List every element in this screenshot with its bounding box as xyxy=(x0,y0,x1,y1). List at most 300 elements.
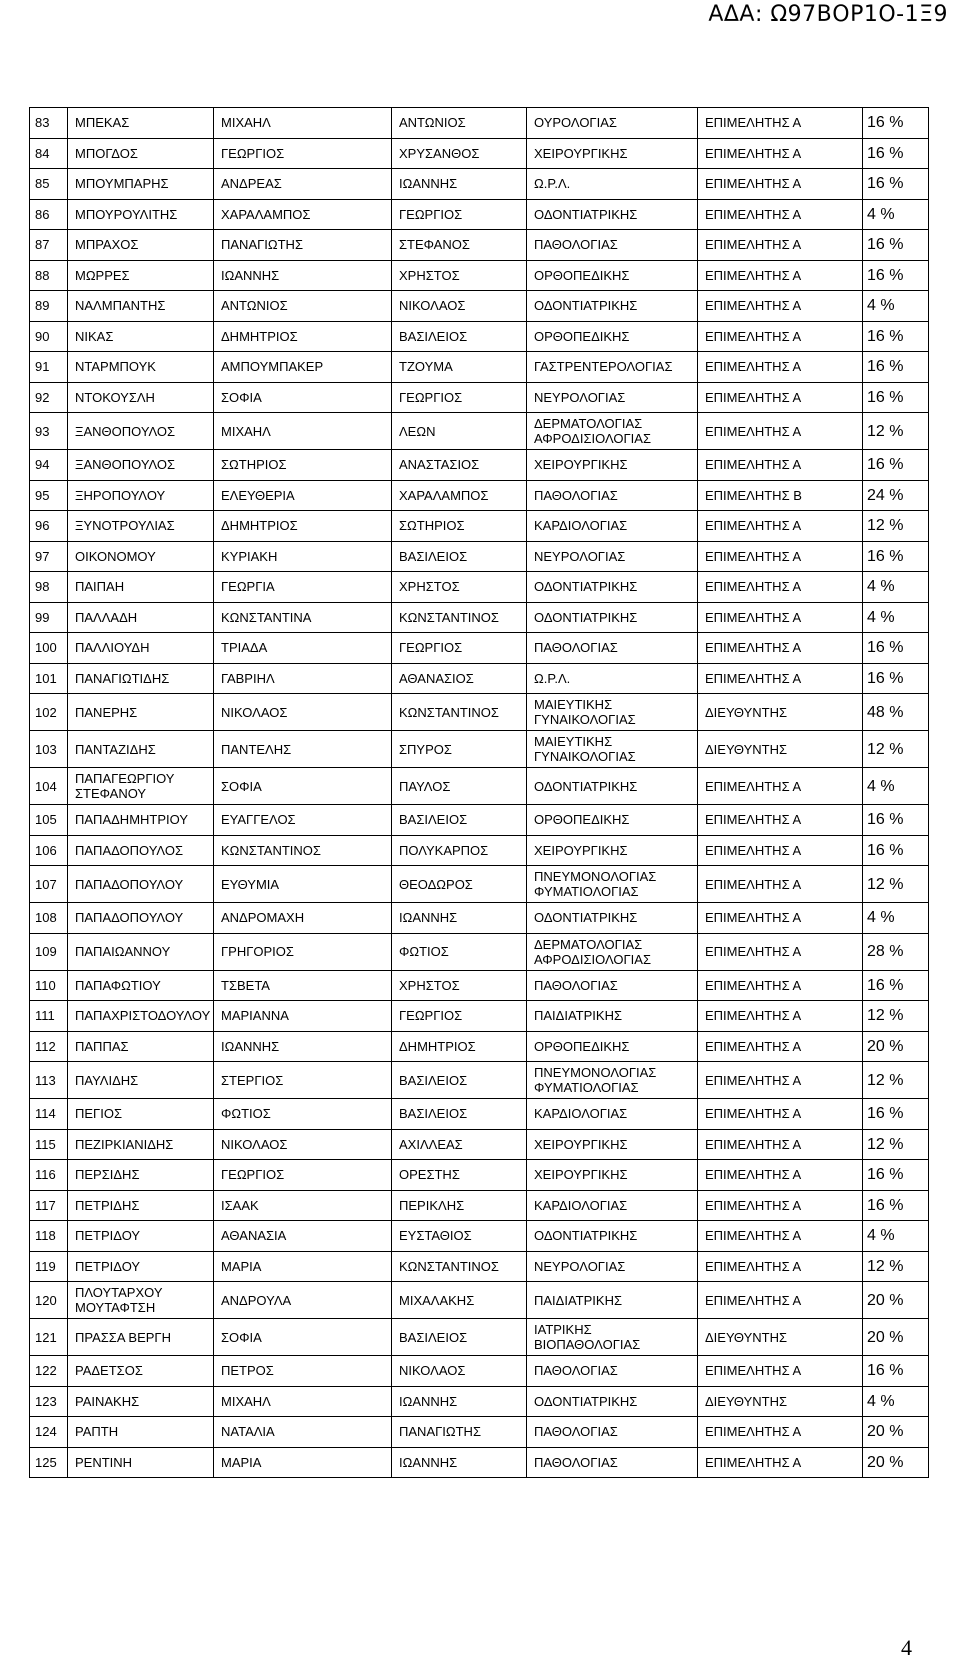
surname-cell: ΠΑΝΑΓΙΩΤΙΔΗΣ xyxy=(68,663,214,694)
specialty-cell: ΟΥΡΟΛΟΓΙΑΣ xyxy=(527,108,698,139)
rank-cell: ΕΠΙΜΕΛΗΤΗΣ Α xyxy=(698,970,863,1001)
percentage-cell: 4 % xyxy=(863,602,929,633)
specialty-cell: ΠΑΙΔΙΑΤΡΙΚΗΣ xyxy=(527,1282,698,1319)
first-name-cell: ΓΕΩΡΓΙΟΣ xyxy=(214,1160,392,1191)
father-name-cell: ΙΩΑΝΝΗΣ xyxy=(392,1386,527,1417)
surname-cell: ΞΑΝΘΟΠΟΥΛΟΣ xyxy=(68,450,214,481)
first-name-cell: ΙΩΑΝΝΗΣ xyxy=(214,260,392,291)
rank-cell: ΕΠΙΜΕΛΗΤΗΣ Α xyxy=(698,291,863,322)
first-name-cell: ΙΣΑΑΚ xyxy=(214,1190,392,1221)
table-row xyxy=(30,572,929,603)
rank-cell: ΕΠΙΜΕΛΗΤΗΣ Α xyxy=(698,1190,863,1221)
father-name-cell: ΧΡΥΣΑΝΘΟΣ xyxy=(392,138,527,169)
rank-cell: ΕΠΙΜΕΛΗΤΗΣ Α xyxy=(698,450,863,481)
rank-cell: ΕΠΙΜΕΛΗΤΗΣ Α xyxy=(698,572,863,603)
percentage-cell: 48 % xyxy=(863,694,929,731)
percentage-cell: 4 % xyxy=(863,1221,929,1252)
specialty-cell: ΙΑΤΡΙΚΗΣ ΒΙΟΠΑΘΟΛΟΓΙΑΣ xyxy=(527,1319,698,1356)
percentage-cell: 16 % xyxy=(863,970,929,1001)
row-number: 105 xyxy=(30,805,68,836)
father-name-cell: ΚΩΝΣΤΑΝΤΙΝΟΣ xyxy=(392,1251,527,1282)
father-name-cell: ΧΑΡΑΛΑΜΠΟΣ xyxy=(392,480,527,511)
surname-cell: ΝΑΛΜΠΑΝΤΗΣ xyxy=(68,291,214,322)
father-name-cell: ΠΑΥΛΟΣ xyxy=(392,768,527,805)
surname-cell: ΠΑΠΑΔΗΜΗΤΡΙΟΥ xyxy=(68,805,214,836)
percentage-cell: 20 % xyxy=(863,1031,929,1062)
specialty-cell: ΧΕΙΡΟΥΡΓΙΚΗΣ xyxy=(527,450,698,481)
specialty-cell: ΟΔΟΝΤΙΑΤΡΙΚΗΣ xyxy=(527,768,698,805)
specialty-cell: ΟΔΟΝΤΙΑΤΡΙΚΗΣ xyxy=(527,602,698,633)
row-number: 104 xyxy=(30,768,68,805)
first-name-cell: ΕΥΘΥΜΙΑ xyxy=(214,866,392,903)
first-name-cell: ΓΕΩΡΓΙΑ xyxy=(214,572,392,603)
rank-cell: ΕΠΙΜΕΛΗΤΗΣ Α xyxy=(698,768,863,805)
row-number: 113 xyxy=(30,1062,68,1099)
surname-cell: ΟΙΚΟΝΟΜΟΥ xyxy=(68,541,214,572)
specialty-cell: ΔΕΡΜΑΤΟΛΟΓΙΑΣ ΑΦΡΟΔΙΣΙΟΛΟΓΙΑΣ xyxy=(527,933,698,970)
surname-cell: ΝΙΚΑΣ xyxy=(68,321,214,352)
specialty-cell: ΟΔΟΝΤΙΑΤΡΙΚΗΣ xyxy=(527,572,698,603)
table-row xyxy=(30,382,929,413)
surname-cell: ΠΑΥΛΙΔΗΣ xyxy=(68,1062,214,1099)
table-row xyxy=(30,1356,929,1387)
specialty-cell: ΧΕΙΡΟΥΡΓΙΚΗΣ xyxy=(527,835,698,866)
specialty-cell: ΟΔΟΝΤΙΑΤΡΙΚΗΣ xyxy=(527,1221,698,1252)
rank-cell: ΕΠΙΜΕΛΗΤΗΣ Α xyxy=(698,382,863,413)
specialty-cell: Ω.Ρ.Λ. xyxy=(527,169,698,200)
percentage-cell: 20 % xyxy=(863,1447,929,1478)
table-row xyxy=(30,260,929,291)
row-number: 95 xyxy=(30,480,68,511)
surname-cell: ΡΑΔΕΤΣΟΣ xyxy=(68,1356,214,1387)
father-name-cell: ΑΘΑΝΑΣΙΟΣ xyxy=(392,663,527,694)
first-name-cell: ΝΙΚΟΛΑΟΣ xyxy=(214,694,392,731)
first-name-cell: ΑΜΠΟΥΜΠΑΚΕΡ xyxy=(214,352,392,383)
father-name-cell: ΝΙΚΟΛΑΟΣ xyxy=(392,1356,527,1387)
row-number: 103 xyxy=(30,731,68,768)
specialty-cell: ΠΝΕΥΜΟΝΟΛΟΓΙΑΣ ΦΥΜΑΤΙΟΛΟΓΙΑΣ xyxy=(527,866,698,903)
father-name-cell: ΤΖΟΥΜΑ xyxy=(392,352,527,383)
row-number: 122 xyxy=(30,1356,68,1387)
specialty-cell: ΠΑΘΟΛΟΓΙΑΣ xyxy=(527,970,698,1001)
percentage-cell: 20 % xyxy=(863,1319,929,1356)
specialty-cell: ΟΔΟΝΤΙΑΤΡΙΚΗΣ xyxy=(527,291,698,322)
staff-table xyxy=(29,107,929,1478)
first-name-cell: ΓΡΗΓΟΡΙΟΣ xyxy=(214,933,392,970)
table-row xyxy=(30,1031,929,1062)
surname-cell: ΜΠΕΚΑΣ xyxy=(68,108,214,139)
percentage-cell: 4 % xyxy=(863,572,929,603)
surname-cell: ΞΑΝΘΟΠΟΥΛΟΣ xyxy=(68,413,214,450)
specialty-cell: ΧΕΙΡΟΥΡΓΙΚΗΣ xyxy=(527,1160,698,1191)
surname-cell: ΡΑΠΤΗ xyxy=(68,1417,214,1448)
surname-cell: ΠΑΛΛΑΔΗ xyxy=(68,602,214,633)
specialty-cell: ΔΕΡΜΑΤΟΛΟΓΙΑΣ ΑΦΡΟΔΙΣΙΟΛΟΓΙΑΣ xyxy=(527,413,698,450)
rank-cell: ΕΠΙΜΕΛΗΤΗΣ Α xyxy=(698,835,863,866)
specialty-cell: ΝΕΥΡΟΛΟΓΙΑΣ xyxy=(527,541,698,572)
specialty-cell: ΠΝΕΥΜΟΝΟΛΟΓΙΑΣ ΦΥΜΑΤΙΟΛΟΓΙΑΣ xyxy=(527,1062,698,1099)
father-name-cell: ΒΑΣΙΛΕΙΟΣ xyxy=(392,541,527,572)
rank-cell: ΕΠΙΜΕΛΗΤΗΣ Α xyxy=(698,805,863,836)
specialty-cell: ΜΑΙΕΥΤΙΚΗΣ ΓΥΝΑΙΚΟΛΟΓΙΑΣ xyxy=(527,694,698,731)
first-name-cell: ΓΕΩΡΓΙΟΣ xyxy=(214,138,392,169)
father-name-cell: ΚΩΝΣΤΑΝΤΙΝΟΣ xyxy=(392,694,527,731)
rank-cell: ΕΠΙΜΕΛΗΤΗΣ Α xyxy=(698,1251,863,1282)
father-name-cell: ΔΗΜΗΤΡΙΟΣ xyxy=(392,1031,527,1062)
row-number: 83 xyxy=(30,108,68,139)
father-name-cell: ΒΑΣΙΛΕΙΟΣ xyxy=(392,1319,527,1356)
father-name-cell: ΠΕΡΙΚΛΗΣ xyxy=(392,1190,527,1221)
percentage-cell: 16 % xyxy=(863,1099,929,1130)
father-name-cell: ΚΩΝΣΤΑΝΤΙΝΟΣ xyxy=(392,602,527,633)
father-name-cell: ΓΕΩΡΓΙΟΣ xyxy=(392,199,527,230)
rank-cell: ΕΠΙΜΕΛΗΤΗΣ Α xyxy=(698,1001,863,1032)
row-number: 85 xyxy=(30,169,68,200)
table-row xyxy=(30,1319,929,1356)
percentage-cell: 12 % xyxy=(863,1062,929,1099)
row-number: 121 xyxy=(30,1319,68,1356)
father-name-cell: ΑΝΤΩΝΙΟΣ xyxy=(392,108,527,139)
table-row xyxy=(30,933,929,970)
table-row xyxy=(30,1251,929,1282)
row-number: 102 xyxy=(30,694,68,731)
first-name-cell: ΣΟΦΙΑ xyxy=(214,382,392,413)
first-name-cell: ΑΝΤΩΝΙΟΣ xyxy=(214,291,392,322)
row-number: 99 xyxy=(30,602,68,633)
first-name-cell: ΠΕΤΡΟΣ xyxy=(214,1356,392,1387)
row-number: 124 xyxy=(30,1417,68,1448)
father-name-cell: ΓΕΩΡΓΙΟΣ xyxy=(392,1001,527,1032)
rank-cell: ΕΠΙΜΕΛΗΤΗΣ Α xyxy=(698,352,863,383)
row-number: 97 xyxy=(30,541,68,572)
percentage-cell: 16 % xyxy=(863,230,929,261)
row-number: 106 xyxy=(30,835,68,866)
first-name-cell: ΜΙΧΑΗΛ xyxy=(214,413,392,450)
percentage-cell: 16 % xyxy=(863,321,929,352)
row-number: 116 xyxy=(30,1160,68,1191)
surname-cell: ΡΑΙΝΑΚΗΣ xyxy=(68,1386,214,1417)
row-number: 120 xyxy=(30,1282,68,1319)
table-row xyxy=(30,450,929,481)
first-name-cell: ΕΥΑΓΓΕΛΟΣ xyxy=(214,805,392,836)
table-row xyxy=(30,1099,929,1130)
rank-cell: ΔΙΕΥΘΥΝΤΗΣ xyxy=(698,1319,863,1356)
surname-cell: ΠΑΛΛΙΟΥΔΗ xyxy=(68,633,214,664)
specialty-cell: ΠΑΘΟΛΟΓΙΑΣ xyxy=(527,633,698,664)
row-number: 125 xyxy=(30,1447,68,1478)
specialty-cell: ΟΡΘΟΠΕΔΙΚΗΣ xyxy=(527,321,698,352)
first-name-cell: ΜΑΡΙΑΝΝΑ xyxy=(214,1001,392,1032)
rank-cell: ΕΠΙΜΕΛΗΤΗΣ Α xyxy=(698,933,863,970)
first-name-cell: ΑΝΔΡΟΥΛΑ xyxy=(214,1282,392,1319)
table-row xyxy=(30,731,929,768)
father-name-cell: ΣΤΕΦΑΝΟΣ xyxy=(392,230,527,261)
row-number: 98 xyxy=(30,572,68,603)
rank-cell: ΕΠΙΜΕΛΗΤΗΣ Α xyxy=(698,108,863,139)
specialty-cell: ΠΑΘΟΛΟΓΙΑΣ xyxy=(527,230,698,261)
specialty-cell: ΟΔΟΝΤΙΑΤΡΙΚΗΣ xyxy=(527,903,698,934)
percentage-cell: 20 % xyxy=(863,1282,929,1319)
surname-cell: ΠΑΙΠΑΗ xyxy=(68,572,214,603)
father-name-cell: ΜΙΧΑΛΑΚΗΣ xyxy=(392,1282,527,1319)
rank-cell: ΔΙΕΥΘΥΝΤΗΣ xyxy=(698,1386,863,1417)
table-row xyxy=(30,1129,929,1160)
percentage-cell: 16 % xyxy=(863,805,929,836)
table-row xyxy=(30,291,929,322)
table-row xyxy=(30,903,929,934)
first-name-cell: ΠΑΝΑΓΙΩΤΗΣ xyxy=(214,230,392,261)
specialty-cell: Ω.Ρ.Λ. xyxy=(527,663,698,694)
first-name-cell: ΕΛΕΥΘΕΡΙΑ xyxy=(214,480,392,511)
percentage-cell: 12 % xyxy=(863,1251,929,1282)
table-row xyxy=(30,1221,929,1252)
surname-cell: ΠΕΤΡΙΔΗΣ xyxy=(68,1190,214,1221)
row-number: 109 xyxy=(30,933,68,970)
father-name-cell: ΧΡΗΣΤΟΣ xyxy=(392,260,527,291)
table-row xyxy=(30,1282,929,1319)
surname-cell: ΠΑΠΑΙΩΑΝΝΟΥ xyxy=(68,933,214,970)
father-name-cell: ΙΩΑΝΝΗΣ xyxy=(392,1447,527,1478)
surname-cell: ΞΗΡΟΠΟΥΛΟΥ xyxy=(68,480,214,511)
table-row xyxy=(30,1062,929,1099)
specialty-cell: ΧΕΙΡΟΥΡΓΙΚΗΣ xyxy=(527,138,698,169)
father-name-cell: ΣΠΥΡΟΣ xyxy=(392,731,527,768)
rank-cell: ΕΠΙΜΕΛΗΤΗΣ Α xyxy=(698,321,863,352)
row-number: 100 xyxy=(30,633,68,664)
table-row xyxy=(30,1386,929,1417)
father-name-cell: ΛΕΩΝ xyxy=(392,413,527,450)
rank-cell: ΕΠΙΜΕΛΗΤΗΣ Α xyxy=(698,1062,863,1099)
table-row xyxy=(30,108,929,139)
specialty-cell: ΠΑΙΔΙΑΤΡΙΚΗΣ xyxy=(527,1001,698,1032)
father-name-cell: ΑΧΙΛΛΕΑΣ xyxy=(392,1129,527,1160)
table-row xyxy=(30,866,929,903)
first-name-cell: ΧΑΡΑΛΑΜΠΟΣ xyxy=(214,199,392,230)
row-number: 111 xyxy=(30,1001,68,1032)
row-number: 87 xyxy=(30,230,68,261)
specialty-cell: ΟΔΟΝΤΙΑΤΡΙΚΗΣ xyxy=(527,199,698,230)
surname-cell: ΠΕΓΙΟΣ xyxy=(68,1099,214,1130)
row-number: 88 xyxy=(30,260,68,291)
first-name-cell: ΤΣΒΕΤΑ xyxy=(214,970,392,1001)
table-row xyxy=(30,835,929,866)
surname-cell: ΠΕΖΙΡΚΙΑΝΙΔΗΣ xyxy=(68,1129,214,1160)
percentage-cell: 28 % xyxy=(863,933,929,970)
staff-table-body xyxy=(30,108,929,1478)
rank-cell: ΕΠΙΜΕΛΗΤΗΣ Α xyxy=(698,903,863,934)
surname-cell: ΞΥΝΟΤΡΟΥΛΙΑΣ xyxy=(68,511,214,542)
surname-cell: ΡΕΝΤΙΝΗ xyxy=(68,1447,214,1478)
first-name-cell: ΔΗΜΗΤΡΙΟΣ xyxy=(214,511,392,542)
table-row xyxy=(30,1417,929,1448)
first-name-cell: ΓΑΒΡΙΗΛ xyxy=(214,663,392,694)
rank-cell: ΕΠΙΜΕΛΗΤΗΣ Α xyxy=(698,1129,863,1160)
specialty-cell: ΠΑΘΟΛΟΓΙΑΣ xyxy=(527,1447,698,1478)
rank-cell: ΔΙΕΥΘΥΝΤΗΣ xyxy=(698,731,863,768)
first-name-cell: ΜΙΧΑΗΛ xyxy=(214,1386,392,1417)
row-number: 118 xyxy=(30,1221,68,1252)
surname-cell: ΠΑΠΑΓΕΩΡΓΙΟΥ ΣΤΕΦΑΝΟΥ xyxy=(68,768,214,805)
table-row xyxy=(30,199,929,230)
surname-cell: ΜΩΡΡΕΣ xyxy=(68,260,214,291)
surname-cell: ΜΠΟΓΔΟΣ xyxy=(68,138,214,169)
table-row xyxy=(30,321,929,352)
rank-cell: ΕΠΙΜΕΛΗΤΗΣ Α xyxy=(698,1221,863,1252)
first-name-cell: ΑΝΔΡΕΑΣ xyxy=(214,169,392,200)
table-row xyxy=(30,1160,929,1191)
surname-cell: ΠΡΑΣΣΑ ΒΕΡΓΗ xyxy=(68,1319,214,1356)
rank-cell: ΕΠΙΜΕΛΗΤΗΣ Α xyxy=(698,1417,863,1448)
specialty-cell: ΚΑΡΔΙΟΛΟΓΙΑΣ xyxy=(527,1190,698,1221)
father-name-cell: ΑΝΑΣΤΑΣΙΟΣ xyxy=(392,450,527,481)
surname-cell: ΠΛΟΥΤΑΡΧΟΥ ΜΟΥΤΑΦΤΣΗ xyxy=(68,1282,214,1319)
table-row xyxy=(30,138,929,169)
percentage-cell: 16 % xyxy=(863,138,929,169)
percentage-cell: 16 % xyxy=(863,352,929,383)
first-name-cell: ΔΗΜΗΤΡΙΟΣ xyxy=(214,321,392,352)
father-name-cell: ΙΩΑΝΝΗΣ xyxy=(392,903,527,934)
percentage-cell: 16 % xyxy=(863,169,929,200)
table-row xyxy=(30,230,929,261)
percentage-cell: 12 % xyxy=(863,866,929,903)
percentage-cell: 12 % xyxy=(863,1129,929,1160)
row-number: 91 xyxy=(30,352,68,383)
percentage-cell: 12 % xyxy=(863,1001,929,1032)
rank-cell: ΕΠΙΜΕΛΗΤΗΣ Α xyxy=(698,169,863,200)
first-name-cell: ΙΩΑΝΝΗΣ xyxy=(214,1031,392,1062)
rank-cell: ΕΠΙΜΕΛΗΤΗΣ Α xyxy=(698,199,863,230)
row-number: 108 xyxy=(30,903,68,934)
father-name-cell: ΒΑΣΙΛΕΙΟΣ xyxy=(392,321,527,352)
row-number: 115 xyxy=(30,1129,68,1160)
father-name-cell: ΧΡΗΣΤΟΣ xyxy=(392,572,527,603)
first-name-cell: ΚΥΡΙΑΚΗ xyxy=(214,541,392,572)
row-number: 114 xyxy=(30,1099,68,1130)
row-number: 107 xyxy=(30,866,68,903)
first-name-cell: ΑΘΑΝΑΣΙΑ xyxy=(214,1221,392,1252)
specialty-cell: ΓΑΣΤΡΕΝΤΕΡΟΛΟΓΙΑΣ xyxy=(527,352,698,383)
father-name-cell: ΒΑΣΙΛΕΙΟΣ xyxy=(392,1099,527,1130)
surname-cell: ΠΑΝΕΡΗΣ xyxy=(68,694,214,731)
rank-cell: ΕΠΙΜΕΛΗΤΗΣ Α xyxy=(698,230,863,261)
surname-cell: ΜΠΟΥΡΟΥΛΙΤΗΣ xyxy=(68,199,214,230)
table-row xyxy=(30,663,929,694)
first-name-cell: ΜΙΧΑΗΛ xyxy=(214,108,392,139)
percentage-cell: 24 % xyxy=(863,480,929,511)
rank-cell: ΕΠΙΜΕΛΗΤΗΣ Α xyxy=(698,1031,863,1062)
rank-cell: ΕΠΙΜΕΛΗΤΗΣ Α xyxy=(698,541,863,572)
row-number: 119 xyxy=(30,1251,68,1282)
percentage-cell: 16 % xyxy=(863,382,929,413)
father-name-cell: ΠΑΝΑΓΙΩΤΗΣ xyxy=(392,1417,527,1448)
surname-cell: ΠΑΠΑΔΟΠΟΥΛΟΥ xyxy=(68,903,214,934)
percentage-cell: 4 % xyxy=(863,768,929,805)
rank-cell: ΕΠΙΜΕΛΗΤΗΣ Α xyxy=(698,1099,863,1130)
table-row xyxy=(30,970,929,1001)
percentage-cell: 16 % xyxy=(863,541,929,572)
specialty-cell: ΟΡΘΟΠΕΔΙΚΗΣ xyxy=(527,260,698,291)
surname-cell: ΝΤΟΚΟΥΣΛΗ xyxy=(68,382,214,413)
percentage-cell: 16 % xyxy=(863,108,929,139)
surname-cell: ΝΤΑΡΜΠΟΥΚ xyxy=(68,352,214,383)
table-row xyxy=(30,602,929,633)
row-number: 84 xyxy=(30,138,68,169)
surname-cell: ΜΠΟΥΜΠΑΡΗΣ xyxy=(68,169,214,200)
page-number: 4 xyxy=(901,1635,912,1660)
father-name-cell: ΘΕΟΔΩΡΟΣ xyxy=(392,866,527,903)
percentage-cell: 16 % xyxy=(863,633,929,664)
percentage-cell: 12 % xyxy=(863,511,929,542)
first-name-cell: ΣΩΤΗΡΙΟΣ xyxy=(214,450,392,481)
specialty-cell: ΜΑΙΕΥΤΙΚΗΣ ΓΥΝΑΙΚΟΛΟΓΙΑΣ xyxy=(527,731,698,768)
first-name-cell: ΝΑΤΑΛΙΑ xyxy=(214,1417,392,1448)
row-number: 123 xyxy=(30,1386,68,1417)
row-number: 93 xyxy=(30,413,68,450)
rank-cell: ΕΠΙΜΕΛΗΤΗΣ Α xyxy=(698,1160,863,1191)
rank-cell: ΕΠΙΜΕΛΗΤΗΣ Α xyxy=(698,1282,863,1319)
specialty-cell: ΝΕΥΡΟΛΟΓΙΑΣ xyxy=(527,382,698,413)
first-name-cell: ΦΩΤΙΟΣ xyxy=(214,1099,392,1130)
father-name-cell: ΒΑΣΙΛΕΙΟΣ xyxy=(392,805,527,836)
first-name-cell: ΜΑΡΙΑ xyxy=(214,1447,392,1478)
row-number: 94 xyxy=(30,450,68,481)
percentage-cell: 16 % xyxy=(863,1356,929,1387)
father-name-cell: ΝΙΚΟΛΑΟΣ xyxy=(392,291,527,322)
row-number: 110 xyxy=(30,970,68,1001)
surname-cell: ΠΑΠΑΔΟΠΟΥΛΟΥ xyxy=(68,866,214,903)
table-row xyxy=(30,169,929,200)
percentage-cell: 16 % xyxy=(863,450,929,481)
specialty-cell: ΟΡΘΟΠΕΔΙΚΗΣ xyxy=(527,1031,698,1062)
percentage-cell: 4 % xyxy=(863,199,929,230)
rank-cell: ΕΠΙΜΕΛΗΤΗΣ Α xyxy=(698,511,863,542)
percentage-cell: 16 % xyxy=(863,663,929,694)
rank-cell: ΕΠΙΜΕΛΗΤΗΣ Β xyxy=(698,480,863,511)
rank-cell: ΕΠΙΜΕΛΗΤΗΣ Α xyxy=(698,602,863,633)
percentage-cell: 16 % xyxy=(863,835,929,866)
first-name-cell: ΑΝΔΡΟΜΑΧΗ xyxy=(214,903,392,934)
surname-cell: ΠΑΠΠΑΣ xyxy=(68,1031,214,1062)
specialty-cell: ΠΑΘΟΛΟΓΙΑΣ xyxy=(527,1356,698,1387)
first-name-cell: ΠΑΝΤΕΛΗΣ xyxy=(214,731,392,768)
father-name-cell: ΙΩΑΝΝΗΣ xyxy=(392,169,527,200)
table-row xyxy=(30,1001,929,1032)
rank-cell: ΕΠΙΜΕΛΗΤΗΣ Α xyxy=(698,633,863,664)
percentage-cell: 16 % xyxy=(863,1190,929,1221)
rank-cell: ΕΠΙΜΕΛΗΤΗΣ Α xyxy=(698,1356,863,1387)
specialty-cell: ΚΑΡΔΙΟΛΟΓΙΑΣ xyxy=(527,511,698,542)
first-name-cell: ΣΟΦΙΑ xyxy=(214,768,392,805)
first-name-cell: ΚΩΝΣΤΑΝΤΙΝΑ xyxy=(214,602,392,633)
table-row xyxy=(30,633,929,664)
father-name-cell: ΠΟΛΥΚΑΡΠΟΣ xyxy=(392,835,527,866)
specialty-cell: ΠΑΘΟΛΟΓΙΑΣ xyxy=(527,480,698,511)
father-name-cell: ΟΡΕΣΤΗΣ xyxy=(392,1160,527,1191)
rank-cell: ΕΠΙΜΕΛΗΤΗΣ Α xyxy=(698,663,863,694)
surname-cell: ΠΕΤΡΙΔΟΥ xyxy=(68,1251,214,1282)
first-name-cell: ΣΤΕΡΓΙΟΣ xyxy=(214,1062,392,1099)
percentage-cell: 12 % xyxy=(863,731,929,768)
percentage-cell: 4 % xyxy=(863,291,929,322)
surname-cell: ΠΑΝΤΑΖΙΔΗΣ xyxy=(68,731,214,768)
document-code: ΑΔΑ: Ω97ΒΟΡ1Ο-1Ξ9 xyxy=(708,2,948,27)
surname-cell: ΜΠΡΑΧΟΣ xyxy=(68,230,214,261)
row-number: 96 xyxy=(30,511,68,542)
percentage-cell: 16 % xyxy=(863,260,929,291)
first-name-cell: ΝΙΚΟΛΑΟΣ xyxy=(214,1129,392,1160)
row-number: 90 xyxy=(30,321,68,352)
percentage-cell: 12 % xyxy=(863,413,929,450)
